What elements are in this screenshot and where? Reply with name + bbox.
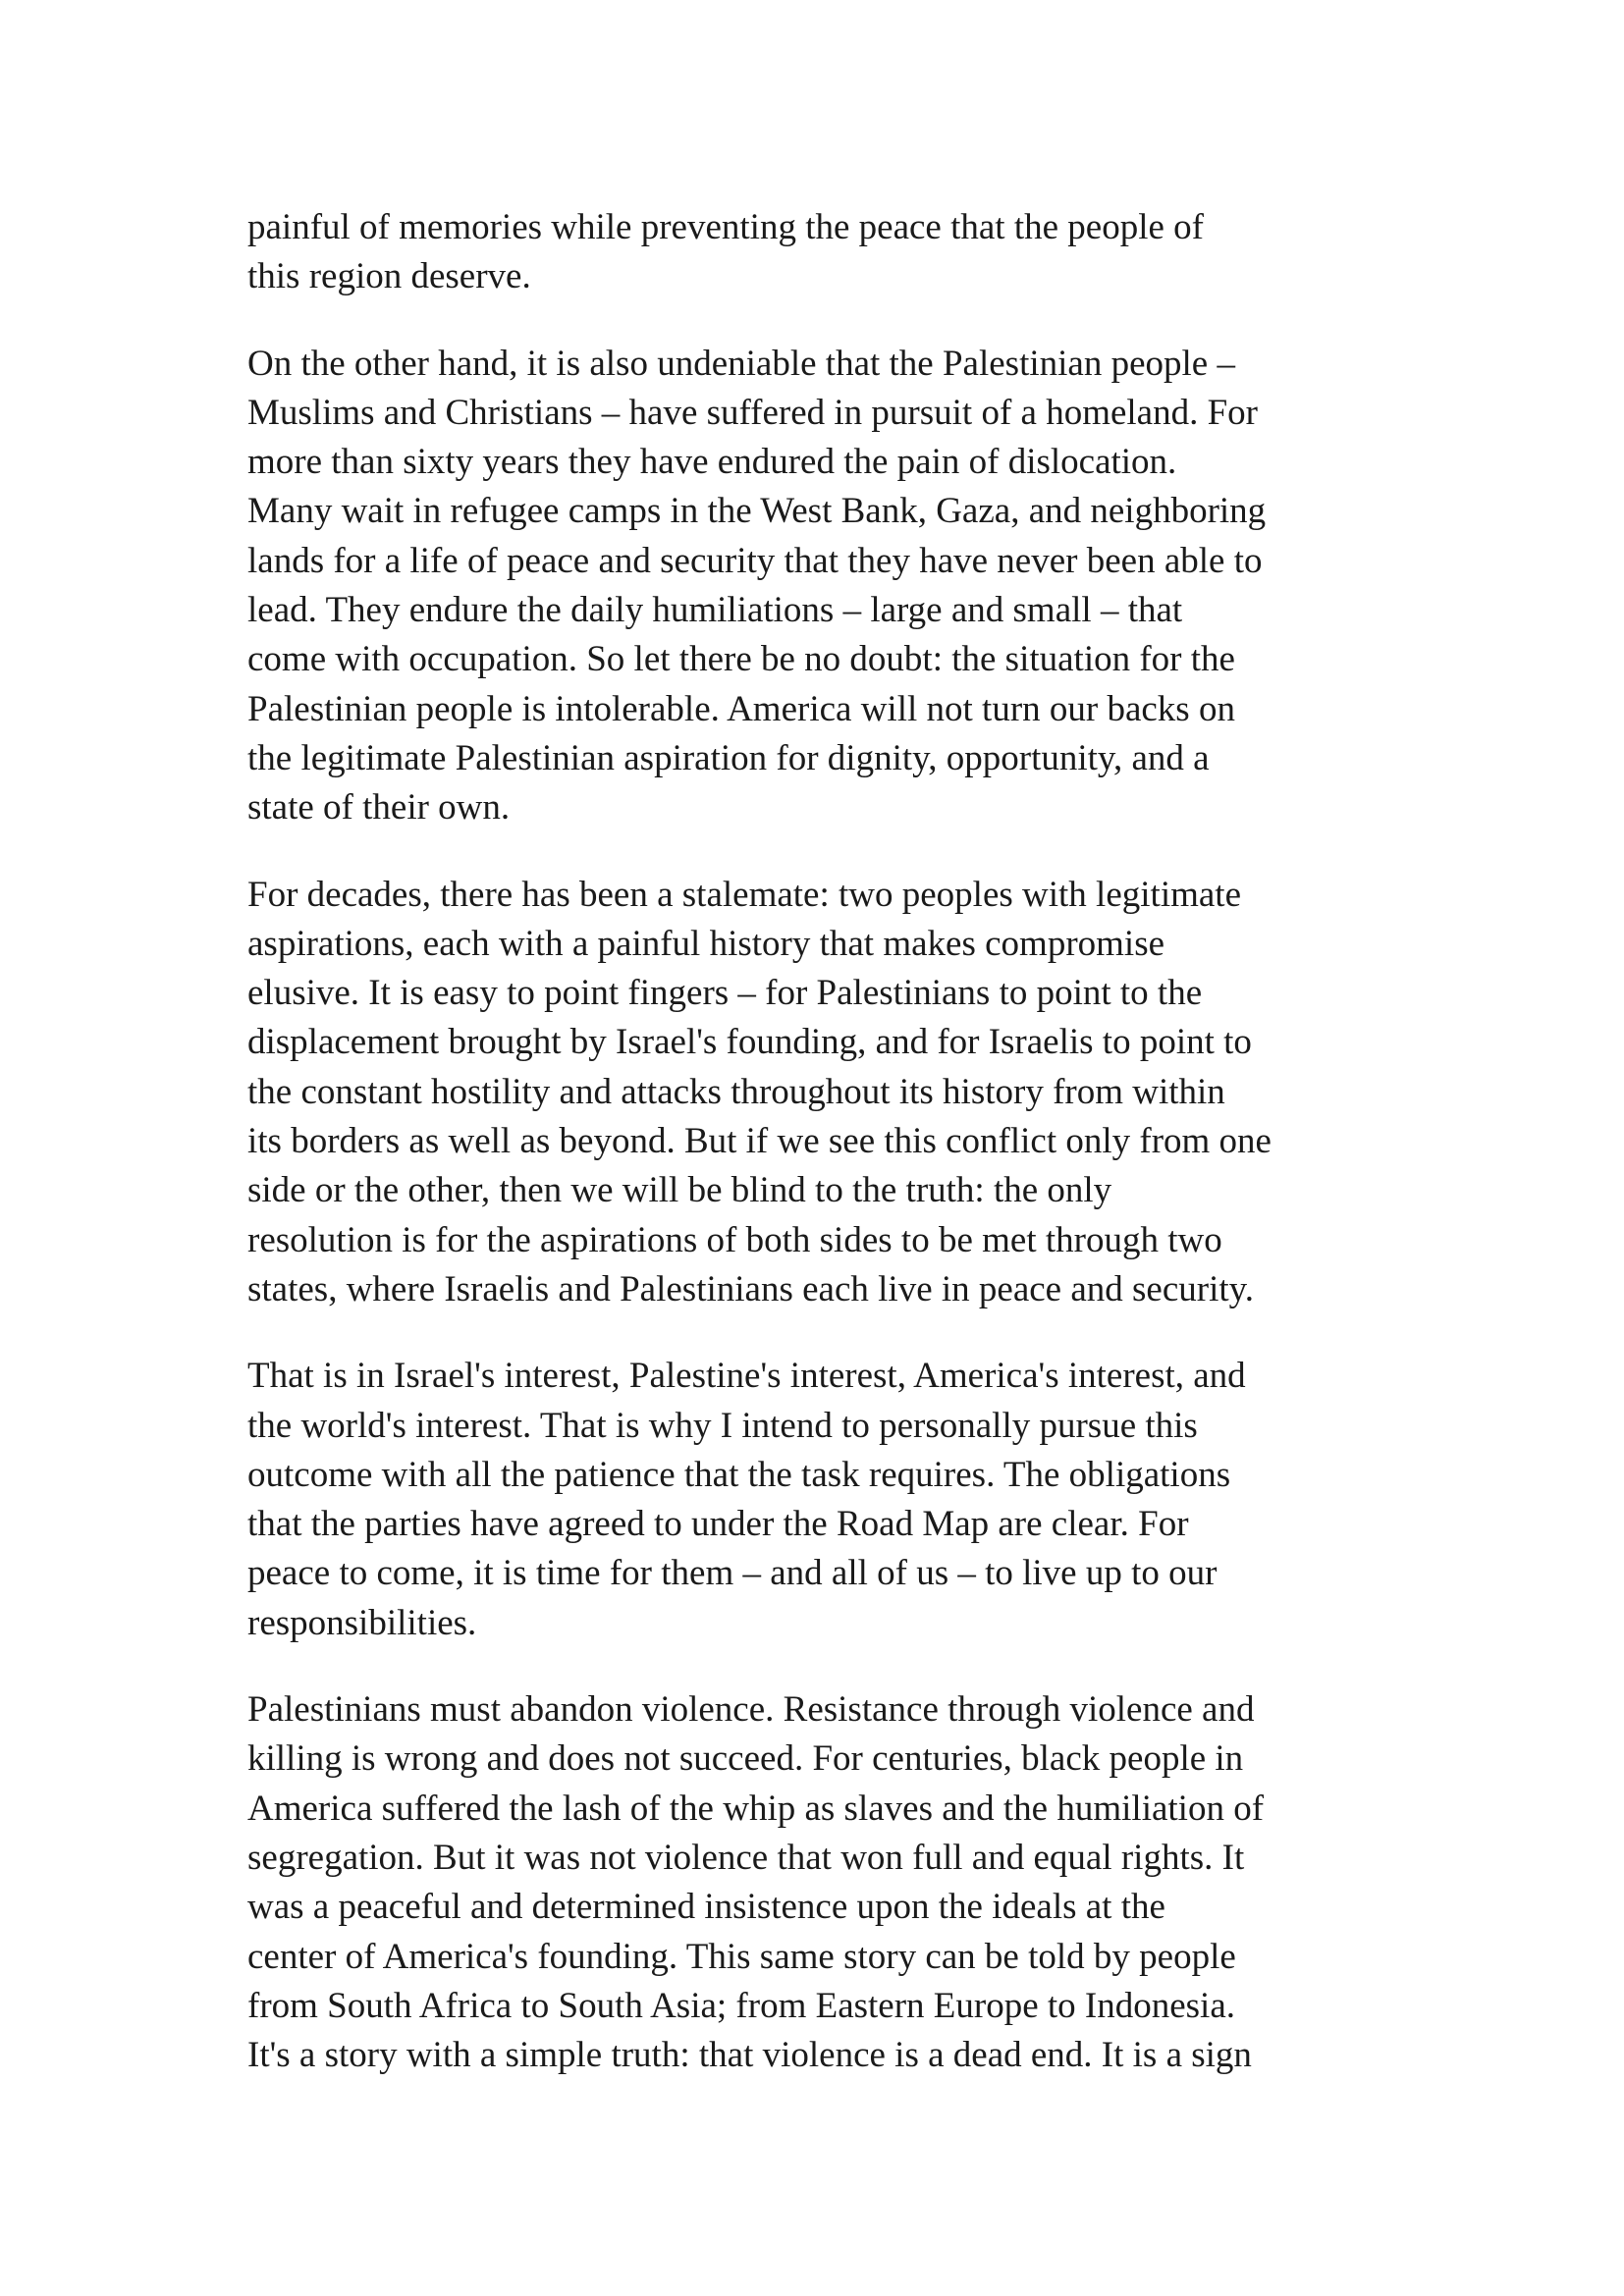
text-line: That is in Israel's interest, Palestine's interest, America's interest, and [247, 1356, 1246, 1397]
paragraph [247, 1685, 1426, 2080]
text-line: Palestinians must abandon violence. Resistance through violence and [247, 1689, 1255, 1731]
text-line: elusive. It is easy to point fingers – for Palestinians to point to the [247, 973, 1203, 1014]
text-line: come with occupation. So let there be no doubt: the situation for the [247, 639, 1235, 680]
text-line: segregation. But it was not violence that won full and equal rights. It [247, 1837, 1245, 1878]
text-line: side or the other, then we will be blind to the truth: the only [247, 1170, 1112, 1211]
text-line: America suffered the lash of the whip as slaves and the humiliation of [247, 1788, 1265, 1829]
document-page [247, 203, 1426, 2117]
text-line: the legitimate Palestinian aspiration for dignity, opportunity, and a [247, 737, 1210, 778]
text-line: resolution is for the aspirations of both sides to be met through two [247, 1219, 1222, 1260]
text-line: more than sixty years they have endured the pain of dislocation. [247, 442, 1177, 483]
paragraph [247, 871, 1426, 1315]
text-line: states, where Israelis and Palestinians each live in peace and security. [247, 1268, 1254, 1309]
paragraph [247, 1352, 1426, 1648]
text-line: aspirations, each with a painful history that makes compromise [247, 923, 1165, 964]
text-line: peace to come, it is time for them – and all of us – to live up to our [247, 1553, 1218, 1594]
text-line: state of their own. [247, 787, 511, 828]
text-line: killing is wrong and does not succeed. For centuries, black people in [247, 1738, 1244, 1780]
text-line: displacement brought by Israel's founding, and for Israelis to point to [247, 1022, 1252, 1063]
text-line: the world's interest. That is why I intend to personally pursue this [247, 1405, 1198, 1446]
text-line: was a peaceful and determined insistence upon the ideals at the [247, 1887, 1165, 1928]
text-line: Many wait in refugee camps in the West Bank, Gaza, and neighboring [247, 491, 1267, 532]
paragraph [247, 203, 1426, 302]
text-line: On the other hand, it is also undeniable that the Palestinian people – [247, 343, 1235, 384]
text-line: lead. They endure the daily humiliations – large and small – that [247, 590, 1183, 631]
text-line: lands for a life of peace and security that they have never been able to [247, 540, 1263, 581]
text-line: the constant hostility and attacks throughout its history from within [247, 1071, 1225, 1112]
text-line: center of America's founding. This same story can be told by people [247, 1936, 1236, 1977]
text-line: Muslims and Christians – have suffered in pursuit of a homeland. For [247, 392, 1259, 433]
text-line: outcome with all the patience that the task requires. The obligations [247, 1454, 1231, 1495]
text-line: It's a story with a simple truth: that violence is a dead end. It is a sign [247, 2035, 1252, 2076]
text-line: from South Africa to South Asia; from Eastern Europe to Indonesia. [247, 1985, 1236, 2026]
text-line: For decades, there has been a stalemate: two peoples with legitimate [247, 874, 1242, 915]
text-line: responsibilities. [247, 1602, 477, 1643]
text-line: painful of memories while preventing the peace that the people of [247, 207, 1204, 247]
text-line: Palestinian people is intolerable. America will not turn our backs on [247, 688, 1235, 729]
paragraph [247, 340, 1426, 833]
text-line: that the parties have agreed to under the Road Map are clear. For [247, 1504, 1189, 1545]
text-line: its borders as well as beyond. But if we see this conflict only from one [247, 1121, 1272, 1162]
text-line: this region deserve. [247, 256, 531, 297]
